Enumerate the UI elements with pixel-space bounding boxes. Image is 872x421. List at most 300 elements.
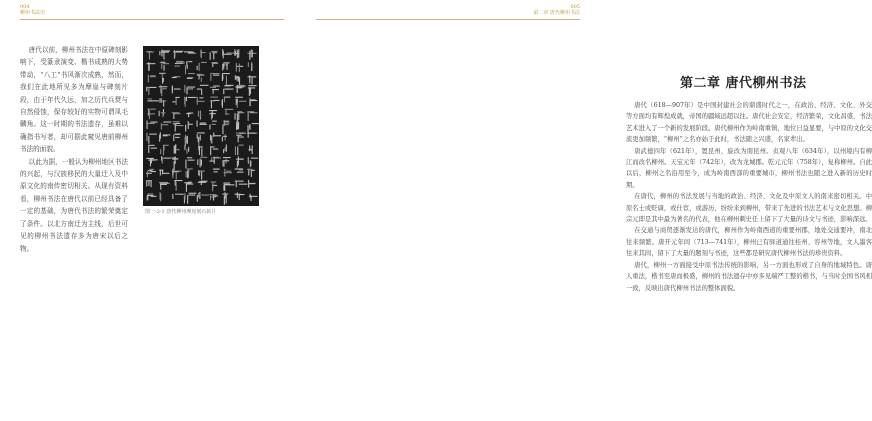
rubbing-stroke: [197, 132, 205, 133]
rubbing-stroke: [161, 156, 162, 161]
rubbing-stroke: [188, 160, 195, 161]
rubbing-glyph-mark: [185, 135, 188, 146]
rubbing-stroke: [197, 89, 202, 90]
rubbing-stroke: [224, 160, 230, 161]
rubbing-stroke: [148, 62, 149, 71]
rubbing-stroke: [236, 122, 237, 127]
rubbing-stroke: [226, 53, 235, 54]
rubbing-glyph-mark: [159, 182, 170, 189]
rubbing-stroke: [239, 169, 243, 170]
rubbing-stroke: [188, 147, 189, 152]
rubbing-stroke: [175, 194, 180, 195]
rubbing-stroke: [162, 88, 167, 89]
rubbing-stroke: [173, 135, 174, 141]
rubbing-glyph-mark: [223, 183, 234, 191]
rubbing-stroke: [175, 156, 176, 164]
rubbing-glyph-mark: [222, 134, 227, 141]
rubbing-glyph-mark: [236, 63, 243, 72]
left-header-rule: [20, 19, 284, 20]
rubbing-glyph-mark: [197, 74, 205, 82]
rubbing-stroke: [176, 173, 177, 180]
rubbing-stroke: [237, 192, 238, 198]
rubbing-glyph-mark: [174, 144, 180, 153]
rubbing-glyph-mark: [247, 132, 257, 137]
rubbing-glyph-mark: [146, 87, 156, 95]
rubbing-stroke: [163, 122, 171, 123]
rubbing-stroke: [250, 101, 251, 106]
rubbing-stroke: [198, 137, 199, 142]
rubbing-stroke: [187, 78, 192, 79]
rubbing-stroke: [175, 66, 180, 67]
rubbing-stroke: [250, 194, 251, 198]
rubbing-glyph-mark: [222, 49, 235, 58]
rubbing-glyph-mark: [146, 51, 153, 59]
rubbing-stroke: [200, 123, 206, 124]
rubbing-glyph-mark: [146, 180, 152, 187]
rubbing-glyph-mark: [173, 134, 180, 141]
rubbing-stroke: [225, 122, 229, 123]
rubbing-stroke: [188, 173, 189, 178]
rubbing-glyph-mark: [248, 180, 256, 188]
rubbing-glyph-mark: [223, 144, 227, 153]
chapter-title: 第二章 唐代柳州书法: [680, 76, 807, 91]
rubbing-stroke: [222, 100, 223, 105]
rubbing-glyph-mark: [198, 111, 201, 120]
rubbing-glyph-mark: [236, 133, 246, 143]
rubbing-stroke: [147, 121, 148, 129]
rubbing-stroke: [249, 51, 250, 58]
rubbing-glyph-mark: [186, 168, 193, 178]
rubbing-stroke: [237, 113, 238, 122]
rubbing-glyph-mark: [173, 50, 183, 59]
rubbing-stroke: [252, 123, 259, 124]
rubbing-stroke: [213, 157, 221, 158]
rubbing-stroke: [222, 73, 223, 81]
rubbing-stroke: [161, 52, 169, 53]
left-page: [0, 0, 300, 421]
rubbing-glyph-mark: [249, 98, 257, 107]
rubbing-glyph-mark: [160, 192, 162, 201]
rubbing-glyph-mark: [198, 170, 205, 180]
rubbing-glyph-mark: [185, 61, 192, 74]
rubbing-stroke: [187, 87, 188, 94]
rubbing-stroke: [251, 170, 255, 171]
rubbing-stroke: [176, 98, 177, 105]
rubbing-stroke: [224, 121, 230, 122]
rubbing-stroke: [161, 98, 162, 103]
rubbing-stroke: [200, 124, 207, 125]
rubbing-glyph-mark: [200, 50, 206, 59]
rubbing-stroke: [225, 147, 226, 151]
rubbing-stroke: [238, 161, 239, 166]
rubbing-stroke: [184, 85, 185, 93]
rubbing-stroke: [197, 195, 198, 202]
rubbing-glyph-mark: [247, 111, 257, 121]
rubbing-stroke: [163, 78, 164, 82]
rubbing-stroke: [176, 61, 184, 62]
rubbing-stroke: [234, 49, 235, 56]
rubbing-stroke: [224, 97, 225, 102]
rubbing-glyph-mark: [172, 112, 181, 119]
rubbing-stroke: [161, 89, 162, 96]
rubbing-stroke: [227, 62, 228, 69]
rubbing-glyph-mark: [235, 111, 245, 122]
rubbing-stroke: [225, 85, 233, 86]
rubbing-stroke: [235, 86, 243, 87]
rubbing-stroke: [223, 124, 229, 125]
rubbing-stroke: [236, 135, 242, 136]
left-running-head: [20, 4, 45, 16]
rubbing-stroke: [162, 170, 163, 175]
rubbing-stroke: [213, 52, 214, 60]
rubbing-stroke: [186, 97, 187, 101]
rubbing-stroke: [236, 159, 244, 160]
rubbing-stroke: [161, 123, 162, 130]
rubbing-stroke: [173, 121, 180, 122]
rubbing-stroke: [163, 158, 171, 159]
rubbing-stroke: [147, 63, 156, 64]
rubbing-stroke: [175, 124, 176, 131]
rubbing-glyph-mark: [147, 62, 156, 71]
rubbing-glyph-mark: [146, 133, 156, 144]
rubbing-stroke: [223, 54, 231, 55]
rubbing-stroke: [235, 113, 236, 120]
rubbing-glyph-mark: [148, 145, 157, 153]
rubbing-stroke: [237, 161, 238, 168]
rubbing-glyph-mark: [248, 85, 257, 96]
rubbing-glyph-mark: [146, 158, 157, 167]
rubbing-stroke: [223, 157, 231, 158]
rubbing-glyph-mark: [146, 121, 157, 130]
rubbing-glyph-mark: [249, 145, 253, 154]
rubbing-stroke: [164, 65, 165, 71]
rubbing-stroke: [174, 145, 175, 153]
rubbing-stroke: [211, 73, 220, 74]
rubbing-glyph-mark: [159, 73, 166, 84]
rubbing-stroke: [248, 157, 249, 163]
rubbing-stroke: [174, 134, 180, 135]
rubbing-glyph-mark: [197, 132, 205, 145]
stele-rubbing-graphic: [143, 46, 259, 206]
rubbing-stroke: [236, 76, 237, 81]
rubbing-stroke: [200, 135, 201, 141]
rubbing-glyph-mark: [222, 62, 229, 70]
rubbing-stroke: [213, 195, 218, 196]
rubbing-stroke: [198, 111, 199, 117]
rubbing-stroke: [146, 158, 154, 159]
rubbing-stroke: [201, 195, 209, 196]
rubbing-stroke: [201, 181, 207, 182]
rubbing-stroke: [186, 183, 191, 184]
rubbing-glyph-mark: [210, 86, 220, 94]
rubbing-stroke: [162, 124, 168, 125]
rubbing-stroke: [199, 171, 205, 172]
rubbing-stroke: [186, 61, 187, 66]
rubbing-stroke: [172, 194, 173, 199]
rubbing-glyph-mark: [173, 121, 184, 131]
rubbing-stroke: [160, 194, 161, 201]
rubbing-stroke: [150, 122, 157, 123]
rubbing-stroke: [161, 112, 166, 113]
right-body-text: [626, 100, 872, 294]
rubbing-glyph-mark: [184, 145, 189, 154]
left-paragraph-1: 唐代以前，柳州书法在中原碑刻影响下，受篆隶演变、楷书成熟的大势带动，“八工”书风渐次成熟，然而，我们在此地所见多为摩崖与碑刻片段，由于年代久远，加之历代兵燹与自然侵蚀，保存较好的实物可谓凤毛麟角。这一时期的书法遗存，虽难以确指书写者，却可据此窥见唐前柳州书法的面貌。: [20, 46, 128, 154]
rubbing-stroke: [239, 112, 244, 113]
rubbing-stroke: [174, 89, 181, 90]
rubbing-stroke: [162, 50, 170, 51]
rubbing-glyph-mark: [236, 122, 239, 131]
rubbing-glyph-mark: [160, 62, 169, 71]
rubbing-stroke: [148, 75, 149, 83]
rubbing-stroke: [252, 50, 253, 58]
rubbing-stroke: [239, 137, 244, 138]
rubbing-glyph-mark: [160, 145, 169, 156]
rubbing-stroke: [163, 173, 170, 174]
rubbing-stroke: [201, 62, 207, 63]
rubbing-stroke: [226, 89, 234, 90]
rubbing-stroke: [176, 62, 185, 63]
rubbing-stroke: [188, 61, 192, 62]
rubbing-stroke: [222, 64, 223, 71]
rubbing-stroke: [150, 159, 151, 167]
right-page: [300, 0, 872, 421]
rubbing-stroke: [159, 111, 160, 116]
rubbing-stroke: [163, 148, 164, 156]
rubbing-stroke: [188, 53, 196, 54]
rubbing-stroke: [188, 169, 189, 173]
rubbing-glyph-mark: [210, 146, 218, 155]
rubbing-glyph-mark: [235, 145, 244, 156]
rubbing-stroke: [199, 63, 200, 71]
rubbing-glyph-mark: [222, 192, 228, 204]
rubbing-stroke: [148, 98, 152, 99]
rubbing-stroke: [175, 145, 176, 154]
rubbing-stroke: [176, 51, 184, 52]
rubbing-stroke: [160, 85, 161, 90]
rubbing-stroke: [247, 125, 248, 132]
rubbing-stroke: [172, 171, 179, 172]
rubbing-stroke: [248, 87, 255, 88]
rubbing-stroke: [174, 52, 175, 57]
rubbing-glyph-mark: [210, 51, 218, 60]
rubbing-stroke: [211, 196, 216, 197]
rubbing-stroke: [175, 97, 179, 98]
rubbing-stroke: [186, 149, 187, 154]
rubbing-glyph-mark: [172, 194, 183, 200]
rubbing-glyph-mark: [223, 85, 233, 94]
rubbing-stroke: [200, 157, 207, 158]
rubbing-stroke: [213, 52, 217, 53]
rubbing-stroke: [211, 157, 212, 162]
rubbing-glyph-mark: [248, 49, 257, 60]
rubbing-stroke: [210, 196, 211, 201]
rubbing-glyph-mark: [225, 109, 234, 115]
right-running-head-title: 第二章 唐代柳州书法: [533, 10, 580, 16]
rubbing-glyph-mark: [159, 170, 169, 176]
rubbing-glyph-mark: [159, 132, 170, 141]
rubbing-stroke: [222, 125, 223, 134]
left-body-text: [20, 44, 128, 255]
rubbing-stroke: [147, 171, 148, 177]
rubbing-glyph-mark: [197, 62, 207, 71]
rubbing-stroke: [213, 86, 220, 87]
rubbing-stroke: [223, 89, 224, 95]
rubbing-stroke: [237, 85, 238, 93]
rubbing-stroke: [236, 63, 237, 72]
rubbing-stroke: [249, 146, 250, 152]
rubbing-stroke: [209, 110, 217, 111]
rubbing-stroke: [185, 98, 186, 107]
rubbing-stroke: [223, 185, 224, 191]
rubbing-stroke: [149, 134, 157, 135]
rubbing-glyph-mark: [159, 85, 168, 96]
rubbing-stroke: [199, 192, 200, 199]
left-page-number: 004: [20, 4, 30, 10]
rubbing-glyph-mark: [184, 85, 195, 95]
rubbing-stroke: [197, 121, 198, 127]
rubbing-glyph-mark: [196, 97, 204, 105]
rubbing-glyph-mark: [147, 193, 157, 200]
rubbing-stroke: [213, 169, 220, 170]
rubbing-stroke: [148, 87, 149, 95]
rubbing-stroke: [163, 145, 169, 146]
rubbing-stroke: [184, 145, 185, 150]
rubbing-glyph-mark: [222, 73, 230, 85]
rubbing-glyph-mark: [247, 123, 259, 134]
rubbing-stroke: [224, 62, 230, 63]
rubbing-stroke: [235, 181, 244, 182]
rubbing-glyph-mark: [174, 180, 182, 191]
rubbing-stroke: [226, 171, 231, 172]
rubbing-stroke: [186, 171, 187, 177]
rubbing-stroke: [160, 170, 161, 176]
rubbing-stroke: [224, 196, 225, 205]
rubbing-stroke: [222, 137, 223, 142]
rubbing-stroke: [148, 170, 153, 171]
rubbing-stroke: [187, 195, 188, 204]
rubbing-stroke: [160, 149, 161, 154]
rubbing-stroke: [185, 160, 186, 169]
rubbing-glyph-mark: [235, 85, 246, 93]
rubbing-glyph-mark: [248, 157, 259, 167]
rubbing-glyph-mark: [235, 192, 245, 200]
rubbing-stroke: [151, 159, 152, 163]
rubbing-stroke: [250, 161, 251, 166]
rubbing-glyph-mark: [175, 61, 186, 67]
rubbing-glyph-mark: [184, 51, 196, 54]
rubbing-stroke: [237, 147, 238, 156]
rubbing-stroke: [223, 183, 230, 184]
right-page-number: 005: [570, 4, 580, 10]
rubbing-stroke: [174, 161, 175, 170]
rubbing-stroke: [185, 137, 186, 142]
rubbing-stroke: [238, 49, 239, 57]
rubbing-stroke: [222, 160, 223, 167]
rubbing-glyph-mark: [147, 98, 159, 101]
rubbing-stroke: [248, 112, 249, 121]
rubbing-stroke: [249, 75, 250, 83]
right-paragraph-3: 在唐代，柳州的书法发展与当地的政治、经济、文化及中原文人的南来密切相关。中原名士或贬谪，或仕宦，或游历，纷纷来到柳州，带来了先进的书法艺术与文化思想。柳宗元即是其中最为著名的代表，他在柳州刺史任上留下了大量的诗文与书迹，影响深远。: [626, 193, 872, 224]
rubbing-glyph-mark: [210, 157, 222, 164]
rubbing-glyph-mark: [172, 97, 179, 105]
rubbing-stroke: [148, 145, 155, 146]
rubbing-stroke: [146, 87, 147, 92]
rubbing-stroke: [150, 76, 156, 77]
rubbing-stroke: [250, 100, 257, 101]
rubbing-glyph-mark: [184, 193, 197, 204]
left-running-head-title: 柳州书法史: [20, 10, 46, 16]
rubbing-stroke: [188, 88, 193, 89]
rubbing-glyph-mark: [234, 49, 239, 58]
rubbing-stroke: [184, 51, 193, 52]
rubbing-stroke: [200, 52, 206, 53]
rubbing-stroke: [235, 97, 243, 98]
rubbing-stroke: [247, 133, 255, 134]
rubbing-glyph-mark: [235, 75, 240, 85]
rubbing-glyph-mark: [222, 157, 230, 167]
rubbing-stroke: [162, 73, 163, 77]
rubbing-glyph-mark: [224, 169, 232, 177]
rubbing-stroke: [150, 100, 159, 101]
rubbing-stroke: [163, 135, 168, 136]
rubbing-stroke: [200, 159, 201, 168]
rubbing-stroke: [201, 78, 202, 82]
rubbing-stroke: [175, 137, 180, 138]
rubbing-stroke: [213, 135, 221, 136]
rubbing-glyph-mark: [159, 50, 170, 60]
rubbing-glyph-mark: [161, 122, 172, 130]
rubbing-stroke: [161, 62, 165, 63]
rubbing-stroke: [210, 146, 211, 155]
rubbing-stroke: [251, 158, 258, 159]
rubbing-stroke: [172, 112, 180, 113]
rubbing-stroke: [160, 101, 166, 102]
rubbing-stroke: [225, 134, 226, 140]
rubbing-glyph-mark: [197, 192, 209, 202]
rubbing-stroke: [235, 146, 236, 155]
rubbing-stroke: [198, 193, 199, 198]
right-header-rule: [316, 19, 580, 20]
rubbing-glyph-mark: [210, 132, 221, 143]
rubbing-stroke: [201, 171, 202, 180]
rubbing-stroke: [247, 169, 253, 170]
rubbing-glyph-mark: [161, 156, 171, 163]
rubbing-stroke: [237, 99, 238, 103]
rubbing-glyph-mark: [197, 85, 209, 95]
rubbing-stroke: [248, 85, 256, 86]
rubbing-stroke: [210, 101, 215, 102]
rubbing-glyph-mark: [247, 169, 255, 177]
rubbing-stroke: [185, 65, 186, 74]
rubbing-stroke: [148, 193, 153, 194]
rubbing-stroke: [176, 123, 181, 124]
rubbing-stroke: [200, 85, 209, 86]
rubbing-stroke: [188, 113, 189, 117]
rubbing-stroke: [187, 157, 192, 158]
rubbing-stroke: [213, 63, 218, 64]
rubbing-stroke: [163, 63, 169, 64]
rubbing-stroke: [248, 76, 257, 77]
rubbing-stroke: [213, 75, 219, 76]
rubbing-glyph-mark: [235, 168, 244, 172]
rubbing-stroke: [149, 111, 150, 119]
rubbing-stroke: [223, 149, 224, 153]
rubbing-glyph-mark: [210, 73, 219, 81]
rubbing-stroke: [160, 184, 167, 185]
rubbing-stroke: [200, 111, 201, 118]
rubbing-stroke: [197, 66, 198, 70]
rubbing-glyph-mark: [209, 110, 217, 120]
